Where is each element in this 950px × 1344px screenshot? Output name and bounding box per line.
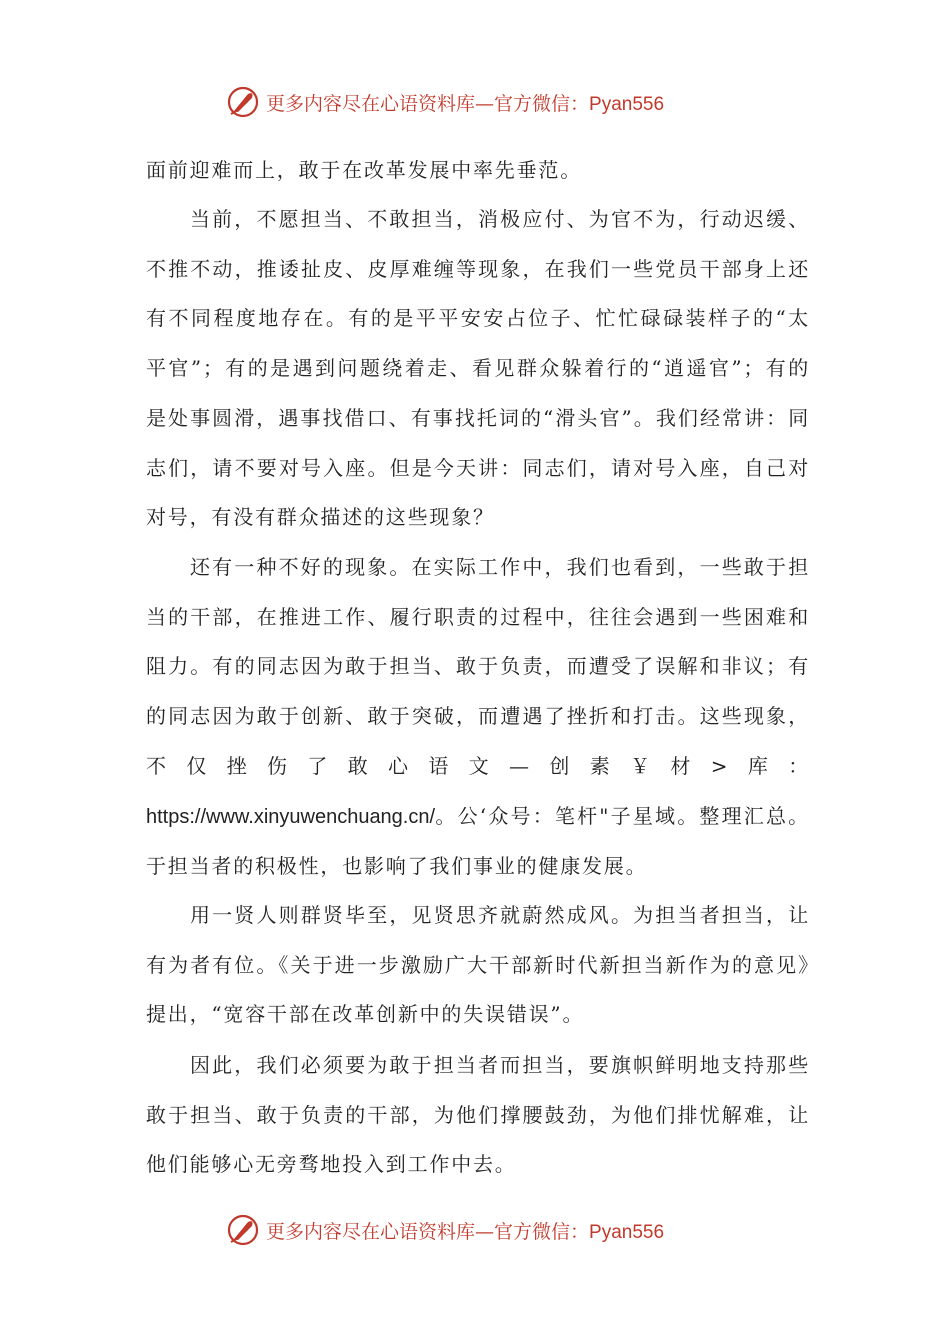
source-link[interactable]: https://www.xinyuwenchuang.cn/ [146,805,436,828]
paragraph-3 [146,543,810,892]
quill-logo-icon [226,1213,260,1247]
paragraph-1: 面前迎难而上，敢于在改革发展中率先垂范。 [146,158,582,182]
quill-logo-icon [226,85,260,119]
paragraph-4: 用一贤人则群贤毕至，见贤思齐就蔚然成风。为担当者担当，让有为者有位。《关于进一步激励广大干部新时代新担当新作为的意见》提出，“宽容干部在改革创新中的失误错误”。 [146,903,810,1027]
banner-text [266,89,664,116]
paragraph-3-text-a: 还有一种不好的现象。在实际工作中，我们也看到，一些敢于担当的干部，在推进工作、履行职责的过程中，往往会遇到一些困难和阻力。有的同志因为敢于担当、敢于负责，而遭受了误解和非议；有的同志因为敢于创新、敢于突破，而遭遇了挫折和打击。这些现象，不仅挫伤了敢心语文—创素￥材>库： [146,555,810,778]
banner-wechat: Pyan556 [589,1221,665,1243]
banner-sub: 官方微信： [494,1220,590,1243]
header-banner [226,84,664,120]
paragraph-2: 当前，不愿担当、不敢担当，消极应付、为官不为，行动迟缓、不推不动，推诿扯皮、皮厚难缠等现象，在我们一些党员干部身上还有不同程度地存在。有的是平平安安占位子、忙忙碌碌装样子的“太平官”；有的是遇到问题绕着走、看见群众躲着行的“逍遥官”；有的是处事圆滑，遇事找借口、有事找托词的“滑头官”。我们经常讲：同志们，请不要对号入座。但是今天讲：同志们，请对号入座，自己对对号，有没有群众描述的这些现象？ [146,207,810,530]
banner-text [266,1217,664,1244]
paragraph-5: 因此，我们必须要为敢于担当者而担当，要旗帜鲜明地支持那些敢于担当、敢于负责的干部，为他们撑腰鼓劲，为他们排忧解难，让他们能够心无旁骛地投入到工作中去。 [146,1053,810,1177]
footer-banner [226,1212,664,1248]
banner-wechat: Pyan556 [589,93,665,115]
banner-sub: 官方微信： [494,92,590,115]
paragraph-3-text-b: 。公‘众号：笔杆"子星域。整理汇总。于担当者的积极性，也影响了我们事业的健康发展。 [146,803,810,879]
banner-main: 更多内容尽在心语资料库— [266,92,495,115]
banner-main: 更多内容尽在心语资料库— [266,1220,495,1243]
